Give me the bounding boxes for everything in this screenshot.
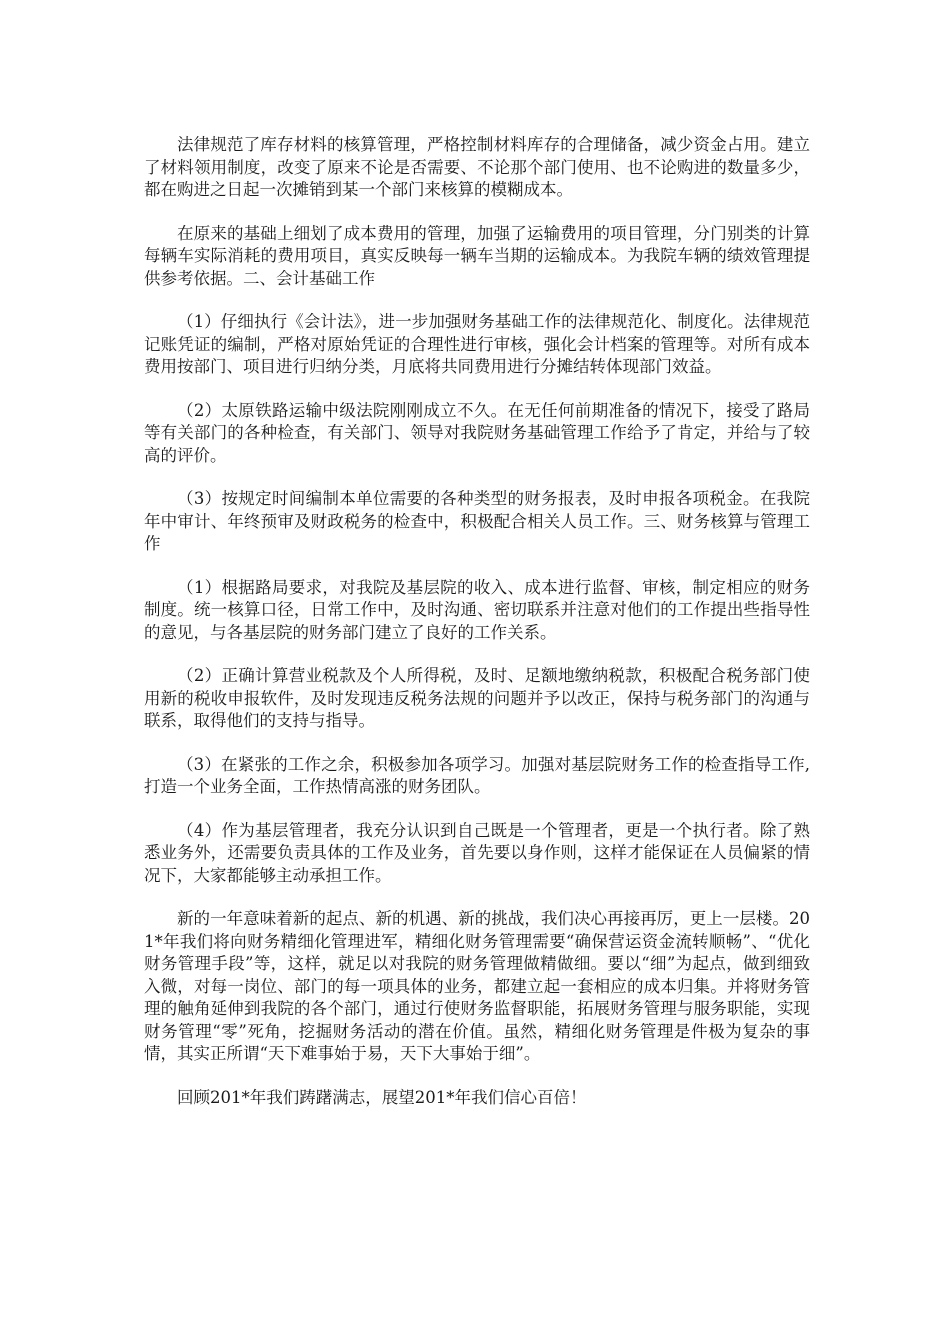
paragraph-inventory-management: 法律规范了库存材料的核算管理，严格控制材料库存的合理储备，减少资金占用。建立了材料领用制度，改变了原来不论是否需要、不论那个部门使用、也不论购进的数量多少，都在购进之日起一次摊销到某一个部门来核算的模糊成本。 — [144, 135, 810, 199]
paragraph-cost-management: 在原来的基础上细划了成本费用的管理，加强了运输费用的项目管理，分门别类的计算每辆车实际消耗的费用项目，真实反映每一辆车当期的运输成本。为我院车辆的绩效管理提供参考依据。二、会计基础工作 — [144, 223, 810, 288]
document-body — [144, 134, 810, 1130]
paragraph-financial-reports: （3）按规定时间编制本单位需要的各种类型的财务报表，及时申报各项税金。在我院年中审计、年终预审及财政税务的检查中，积极配合相关人员工作。三、财务核算与管理工作 — [144, 489, 810, 553]
paragraph-court-inspection: （2）太原铁路运输中级法院刚刚成立不久。在无任何前期准备的情况下，接受了路局等有关部门的各种检查，有关部门、领导对我院财务基础管理工作给予了肯定，并给与了较高的评价。 — [144, 400, 810, 465]
paragraph-closing: 回顾201*年我们踌躇满志，展望201*年我们信心百倍！ — [177, 1087, 587, 1107]
paragraph-manager-role: （4）作为基层管理者，我充分认识到自己既是一个管理者，更是一个执行者。除了熟悉业务外，还需要负责具体的工作及业务，首先要以身作则，这样才能保证在人员偏紧的情况下，大家都能够主动承担工作。 — [144, 820, 810, 885]
paragraph-new-year-plan: 新的一年意味着新的起点、新的机遇、新的挑战，我们决心再接再厉，更上一层楼。201*年我们将向财务精细化管理进军，精细化财务管理需要“确保营运资金流转顺畅”、“优化财务管理手段”等，这样，就足以对我院的财务管理做精做细。要以“细”为起点，做到细致入微，对每一岗位、部门的每一项具体的业务，都建立起一套相应的成本归集。并将财务管理的触角延伸到我院的各个部门，通过行使财务监督职能，拓展财务管理与服务职能，实现财务管理“零”死角，挖掘财务活动的潜在价值。虽然，精细化财务管理是件极为复杂的事情，其实正所谓“天下难事始于易，天下大事始于细”。 — [144, 909, 810, 1063]
paragraph-accounting-law: （1）仔细执行《会计法》，进一步加强财务基础工作的法律规范化、制度化。法律规范记账凭证的编制，严格对原始凭证的合理性进行审核，强化会计档案的管理等。对所有成本费用按部门、项目进行归纳分类，月底将共同费用进行分摊结转体现部门效益。 — [144, 312, 810, 376]
paragraph-tax-payment: （2）正确计算营业税款及个人所得税，及时、足额地缴纳税款，积极配合税务部门使用新的税收申报软件，及时发现违反税务法规的问题并予以改正，保持与税务部门的沟通与联系，取得他们的支持与指导。 — [144, 666, 810, 730]
paragraph-study: （3）在紧张的工作之余，积极参加各项学习。加强对基层院财务工作的检查指导工作,打造一个业务全面，工作热情高涨的财务团队。 — [144, 754, 810, 796]
paragraph-supervision: （1）根据路局要求，对我院及基层院的收入、成本进行监督、审核，制定相应的财务制度。统一核算口径，日常工作中，及时沟通、密切联系并注意对他们的工作提出些指导性的意见，与各基层院的财务部门建立了良好的工作关系。 — [144, 577, 810, 642]
